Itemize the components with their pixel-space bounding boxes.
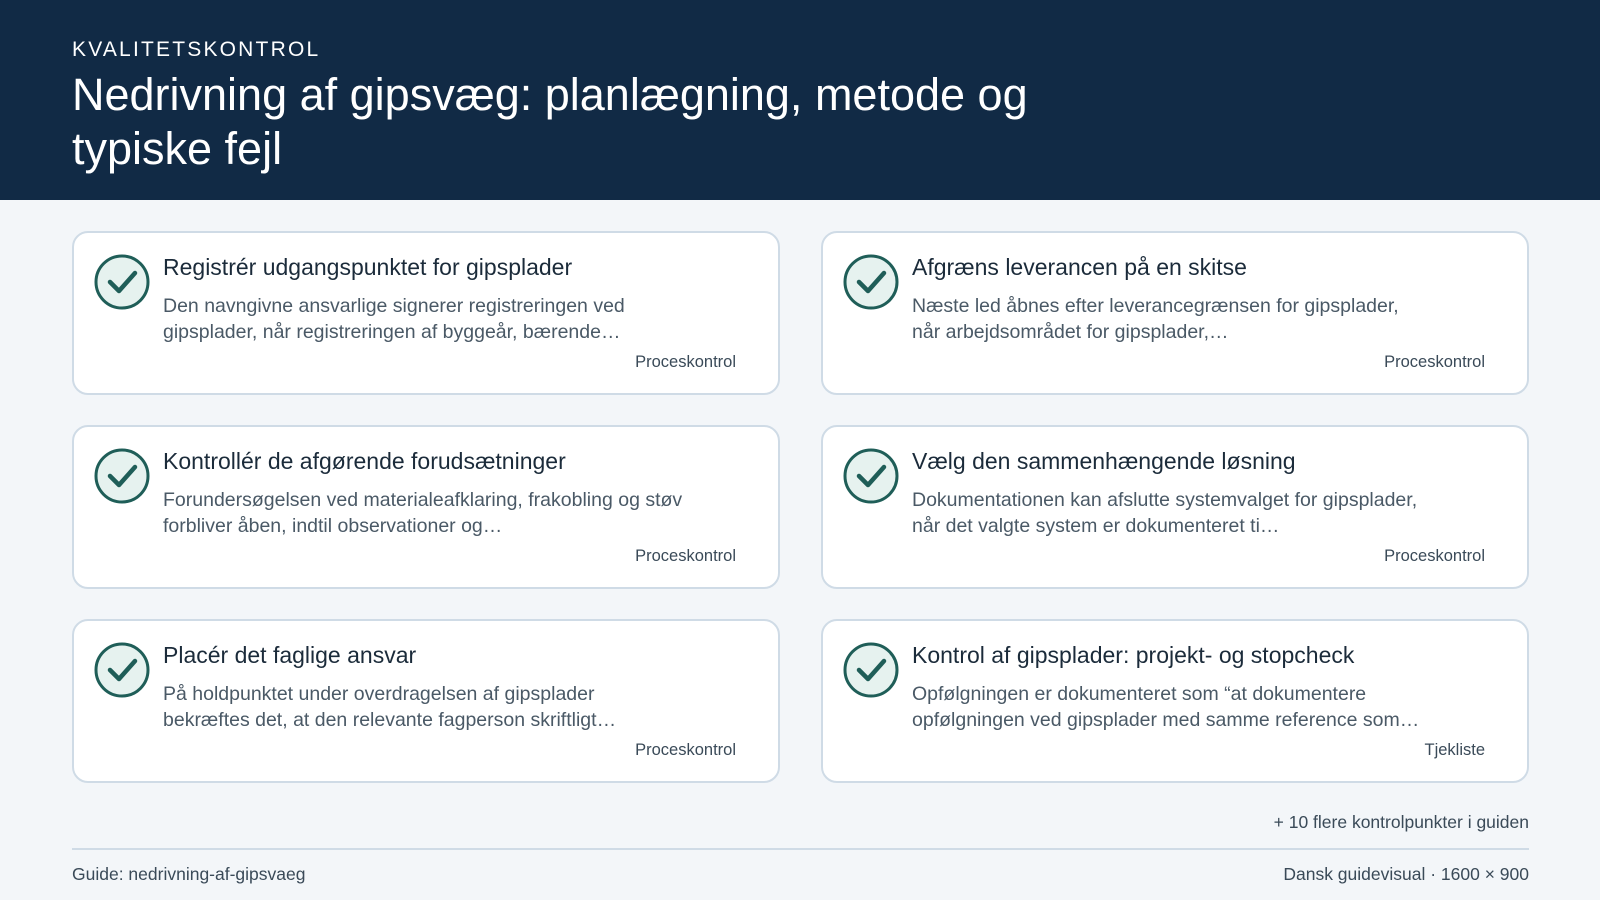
card-description: På holdpunktet under overdragelsen af gipsplader bekræftes det, at den relevante fagperson skriftligt…	[163, 683, 617, 731]
card-description: Opfølgningen er dokumenteret som “at dokumentere opfølgningen ved gipsplader med samme reference som…	[912, 683, 1420, 731]
card-tag: Proceskontrol	[635, 741, 736, 759]
check-circle-icon	[94, 448, 150, 504]
check-circle-icon	[843, 642, 899, 698]
card-description: Dokumentationen kan afslutte systemvalget for gipsplader, når det valgte system er dokumenteret ti…	[912, 489, 1418, 537]
card-title: Kontrollér de afgørende forudsætninger	[163, 448, 566, 474]
card-title: Registrér udgangspunktet for gipsplader	[163, 254, 573, 280]
checklist-card	[821, 425, 1529, 589]
checklist-card	[72, 425, 780, 589]
card-title: Vælg den sammenhængende løsning	[912, 448, 1296, 474]
more-checkpoints-note: + 10 flere kontrolpunkter i guiden	[1273, 812, 1529, 832]
check-circle-icon	[94, 254, 150, 310]
eyebrow-label: KVALITETSKONTROL	[72, 38, 321, 61]
card-tag: Proceskontrol	[635, 353, 736, 371]
checklist-grid	[72, 231, 1529, 783]
check-circle-icon	[843, 254, 899, 310]
checklist-card	[821, 231, 1529, 395]
card-tag: Proceskontrol	[635, 547, 736, 565]
checklist-card	[72, 619, 780, 783]
checklist-card	[821, 619, 1529, 783]
footer-guide-slug: Guide: nedrivning-af-gipsvaeg	[72, 864, 306, 884]
card-description: Den navngivne ansvarlige signerer registreringen ved gipsplader, når registreringen af byggeår, bærende…	[163, 295, 625, 343]
card-title: Kontrol af gipsplader: projekt- og stopcheck	[912, 642, 1355, 668]
card-description: Næste led åbnes efter leverancegrænsen for gipsplader, når arbejdsområdet for gipsplader,…	[912, 295, 1399, 343]
card-tag: Proceskontrol	[1384, 547, 1485, 565]
header-banner	[0, 0, 1600, 200]
check-circle-icon	[843, 448, 899, 504]
footer-meta: Dansk guidevisual · 1600 × 900	[1283, 864, 1529, 884]
card-title: Placér det faglige ansvar	[163, 642, 417, 668]
card-tag: Proceskontrol	[1384, 353, 1485, 371]
card-tag: Tjekliste	[1424, 741, 1485, 759]
checklist-card	[72, 231, 780, 395]
check-circle-icon	[94, 642, 150, 698]
card-description: Forundersøgelsen ved materialeafklaring, frakobling og støv forbliver åben, indtil observationer og…	[163, 489, 683, 537]
footer-divider	[72, 848, 1529, 850]
card-title: Afgræns leverancen på en skitse	[912, 254, 1247, 280]
page-title: Nedrivning af gipsvæg: planlægning, metode og typiske fejl	[72, 69, 1028, 174]
